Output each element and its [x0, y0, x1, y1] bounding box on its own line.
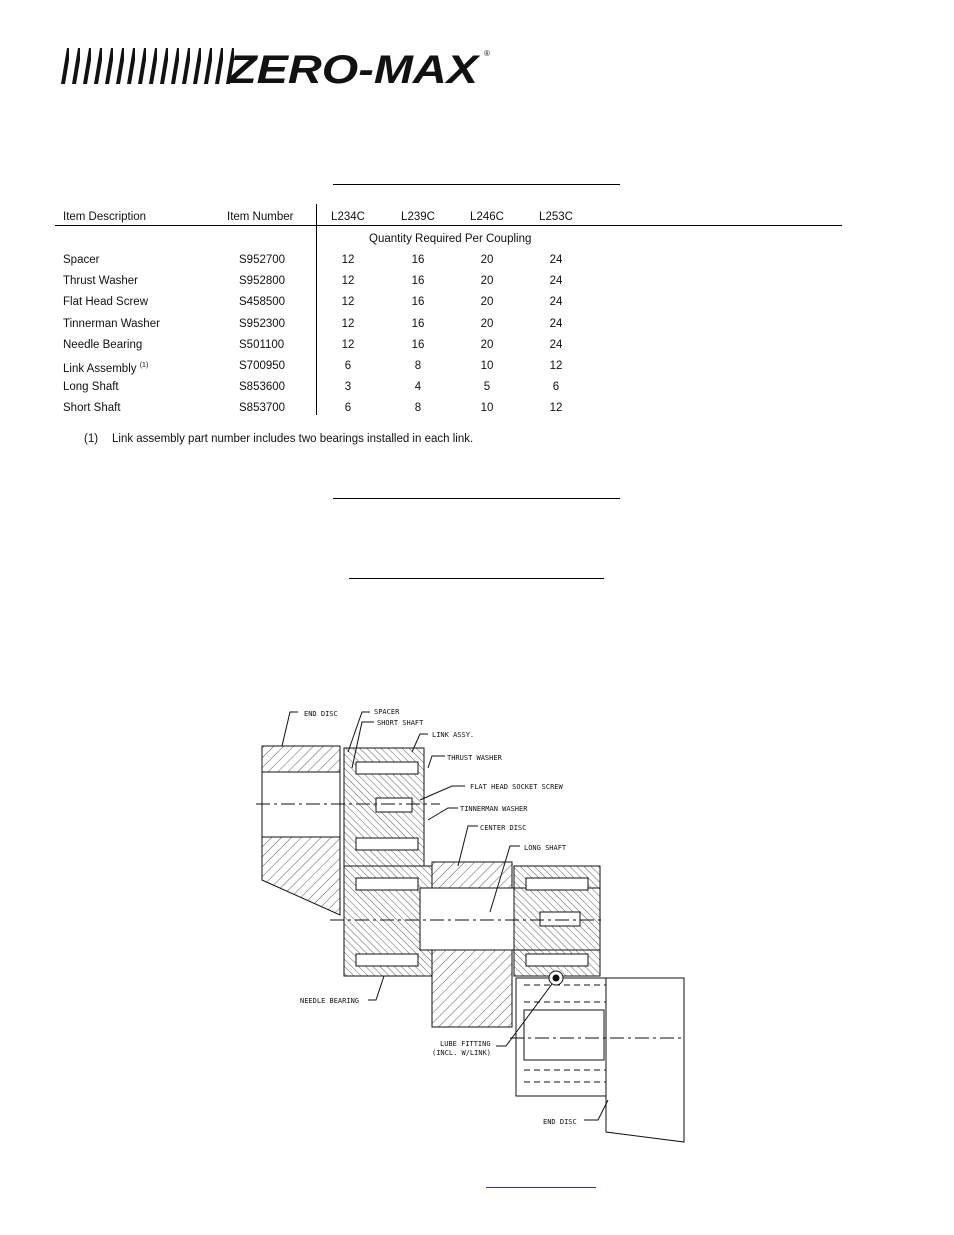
footnote-text: Link assembly part number includes two bearings installed in each link. — [112, 433, 474, 445]
row-qty-l253c: 24 — [549, 254, 563, 266]
row-qty-l234c: 6 — [344, 402, 352, 414]
row-qty-l246c: 5 — [483, 381, 491, 393]
row-description: Spacer — [63, 254, 100, 266]
table-column-divider — [316, 204, 317, 415]
coupling-cross-section-drawing — [250, 700, 700, 1160]
header-model-l234c: L234C — [331, 211, 365, 223]
label-thrust-washer: THRUST WASHER — [447, 754, 502, 762]
label-link-assy: LINK ASSY. — [432, 731, 475, 739]
row-qty-l234c: 12 — [341, 296, 355, 308]
row-qty-l246c: 20 — [480, 275, 494, 287]
row-qty-l253c: 12 — [549, 360, 563, 372]
row-description: Tinnerman Washer — [63, 318, 160, 330]
footnote-reference: (1) — [139, 362, 149, 369]
footnote-marker: (1) — [84, 433, 99, 445]
label-short-shaft: SHORT SHAFT — [377, 719, 424, 727]
label-lube-fitting: LUBE FITTING — [440, 1040, 491, 1048]
label-flat-head-socket-screw: FLAT HEAD SOCKET SCREW — [470, 783, 563, 791]
row-item-number: S952800 — [239, 275, 286, 287]
header-model-l253c: L253C — [539, 211, 573, 223]
quantity-caption: Quantity Required Per Coupling — [369, 233, 532, 245]
row-item-number: S458500 — [239, 296, 286, 308]
row-qty-l246c: 20 — [480, 318, 494, 330]
row-qty-l253c: 24 — [549, 275, 563, 287]
row-qty-l239c: 16 — [411, 296, 425, 308]
header-model-l239c: L239C — [401, 211, 435, 223]
row-item-number: S952700 — [239, 254, 286, 266]
row-description: Short Shaft — [63, 402, 121, 414]
row-description-text: Link Assembly — [63, 363, 137, 375]
row-qty-l234c: 12 — [341, 254, 355, 266]
row-qty-l253c: 24 — [549, 318, 563, 330]
row-qty-l253c: 24 — [549, 296, 563, 308]
row-qty-l239c: 8 — [414, 360, 422, 372]
row-description: Flat Head Screw — [63, 296, 149, 308]
row-qty-l246c: 10 — [480, 360, 494, 372]
row-qty-l239c: 16 — [411, 339, 425, 351]
row-qty-l234c: 3 — [344, 381, 352, 393]
row-item-number: S501100 — [239, 339, 285, 351]
label-center-disc: CENTER DISC — [480, 824, 527, 832]
table-header-rule — [55, 225, 842, 226]
row-qty-l234c: 12 — [341, 318, 355, 330]
row-qty-l246c: 20 — [480, 254, 494, 266]
row-qty-l246c: 10 — [480, 402, 494, 414]
row-qty-l234c: 12 — [341, 275, 355, 287]
row-qty-l253c: 24 — [549, 339, 563, 351]
row-qty-l239c: 16 — [411, 275, 425, 287]
label-needle-bearing: NEEDLE BEARING — [300, 997, 360, 1005]
row-item-number: S952300 — [239, 318, 286, 330]
row-qty-l239c: 16 — [411, 318, 425, 330]
label-end-disc-bottom: END DISC — [543, 1118, 577, 1126]
heading-rule-2 — [333, 498, 620, 499]
row-qty-l239c: 4 — [414, 381, 422, 393]
label-lube-fitting-note: (INCL. W/LINK) — [432, 1049, 492, 1057]
row-qty-l246c: 20 — [480, 339, 494, 351]
row-qty-l239c: 8 — [414, 402, 422, 414]
row-qty-l239c: 16 — [411, 254, 425, 266]
label-spacer: SPACER — [374, 708, 400, 716]
row-description: Needle Bearing — [63, 339, 143, 351]
row-qty-l253c: 12 — [549, 402, 563, 414]
row-qty-l246c: 20 — [480, 296, 494, 308]
header-item-number: Item Number — [227, 211, 294, 223]
row-item-number: S853600 — [239, 381, 286, 393]
row-qty-l234c: 6 — [344, 360, 352, 372]
logo-registered-mark: ® — [484, 49, 490, 58]
header-item-description: Item Description — [63, 211, 147, 223]
parts-table — [0, 0, 954, 460]
row-qty-l234c: 12 — [341, 339, 355, 351]
row-item-number: S853700 — [239, 402, 286, 414]
label-long-shaft: LONG SHAFT — [524, 844, 567, 852]
row-description: Long Shaft — [63, 381, 119, 393]
label-end-disc-top: END DISC — [304, 710, 338, 718]
footer-link-underline[interactable] — [486, 1187, 596, 1188]
row-qty-l253c: 6 — [552, 381, 560, 393]
row-description: Thrust Washer — [63, 275, 138, 287]
logo-wordmark: ZERO-MAX — [226, 48, 481, 88]
heading-rule-3 — [349, 578, 604, 579]
row-description — [63, 359, 148, 376]
row-item-number: S700950 — [239, 360, 286, 372]
label-tinnerman-washer: TINNERMAN WASHER — [460, 805, 528, 813]
header-model-l246c: L246C — [470, 211, 504, 223]
